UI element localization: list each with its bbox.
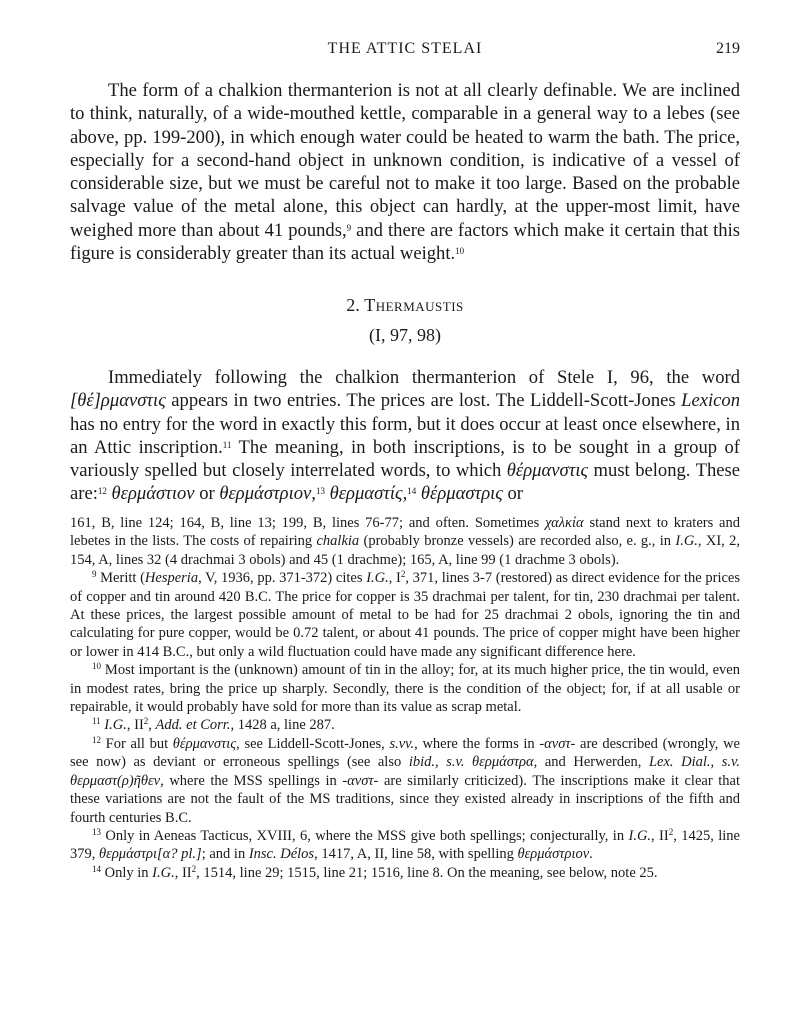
footnote-continued: 161, B, line 124; 164, B, line 13; 199, B, lines 76-77; and often. Sometimes χαλκία stand next to kraters and lebetes in the lists. The costs of repairing chalkia (probably bronze vessels) are recorded also, e. g., in I.G., XI, 2, 154, A, lines 32 (4 drachmai 3 obols) and 45 (1 drachme); 165, A, line 99 (1 drachme 3 obols). <box>70 515 740 568</box>
footnote-ref-10[interactable]: 10 <box>455 246 465 257</box>
page-number: 219 <box>716 40 740 57</box>
footnote-ref-9[interactable]: 9 <box>346 222 352 233</box>
footnote-9: $^9$ Meritt (Hesperia, V, 1936, pp. 371-372) cites I.G., $I^2$, 371, lines 3-7 (restored) as direct evidence for the prices of copper and tin around 420 B.C. The price for copper is 35 drachmai per talent, for tin, 230 drachmai per talent. At these prices, the largest possible amount of metal to be had for 25 drachmai 2 obols, ignoring the tin and calculating for pure copper, would be 0.72 talent, or about 41 pounds. The price of copper might have been higher or lower in 414 B.C., but only a wild fluctuation could have made any significant difference here. <box>70 569 740 660</box>
footnote-12: $^{12}$ For all but θέρμανστις, see Liddell-Scott-Jones, s.vv., where the forms in -ανστ- are described (wrongly, we see now) as deviant or erroneous spellings (see also ibid., s.v. θερμάστρα, and Herwerden, Lex. Dial., s.v. θερμαστ(ρ)ῆθεν, where the MSS spellings in -ανστ- are similarly criticized). The inscriptions make it clear that these variations are not the fault of the MS traditions, since they existed already in inscriptions of the fifth and fourth centuries B.C. <box>70 734 740 826</box>
section-heading: 2. Thermaustis <box>346 295 464 315</box>
footnote-11: $^{11}$ I.G., $II^2$, Add. et Corr., 1428 a, line 287. <box>92 716 335 734</box>
footnote-ref-12[interactable]: 12 <box>97 486 107 497</box>
footnote-13: $^{13}$ Only in Aeneas Tacticus, XVIII, 6, where the MSS give both spellings; conjecturally, in I.G., $II^2$, 1425, line 379, θερμάστρι[α? pl.]; and in Insc. Délos, 1417, A, II, line 58, with spelling θερμάστριον. <box>70 826 740 863</box>
footnotes <box>70 514 740 882</box>
footnote-ref-11[interactable]: 11 <box>222 439 232 450</box>
page-header <box>70 40 740 64</box>
footnote-ref-13[interactable]: 13 <box>315 486 325 497</box>
footnote-10: $^{10}$ Most important is the (unknown) amount of tin in the alloy; for, at its much higher price, the tin would, even in modest rates, bring the price up sharply. Secondly, there is the condition of the object; for, if at all usable or repairable, it would probably have sold for more than its value as scrap metal. <box>70 661 740 716</box>
paragraph-thermaustis: Immediately following the chalkion thermanterion of Stele I, 96, the word [θέ]ρμανστις appears in two entries. The prices are lost. The Liddell-Scott-Jones Lexicon has no entry for the word in exactly this form, but it does occur at least once elsewhere, in an Attic inscription.$^{11}$ The meaning, in both inscriptions, is to be sought in a group of variously spelled but closely interrelated words, to which θέρμανστις must belong. These are:$^{12}$ θερμάστιον or θερμάστριον,$^{13}$ θερμαστίς,$^{14}$ θέρμαστρις or <box>70 367 740 505</box>
section-reference: (I, 97, 98) <box>369 325 441 345</box>
paragraph-chalkion: The form of a chalkion thermanterion is not at all clearly definable. We are inclined to think, naturally, of a wide-mouthed kettle, comparable in a general way to a lebes (see above, pp. 199-200), in which enough water could be heated to warm the bath. The price, especially for a second-hand object in unknown condition, is indicative of a vessel of considerable size, but we must be careful not to make it too large. Based on the probable salvage value of the metal alone, this object can hardly, at the upper-most limit, have weighed more than about 41 pounds,$^9$ and there are factors which make it certain that this figure is considerably greater than its actual weight.$^{10}$ <box>70 80 740 265</box>
page <box>70 0 740 1024</box>
footnote-14: $^{14}$ Only in I.G., $II^2$, 1514, line 29; 1515, line 21; 1516, line 8. On the meaning, see below, note 25. <box>92 863 658 881</box>
footnote-ref-14[interactable]: 14 <box>407 486 417 497</box>
running-head: THE ATTIC STELAI <box>327 40 483 57</box>
